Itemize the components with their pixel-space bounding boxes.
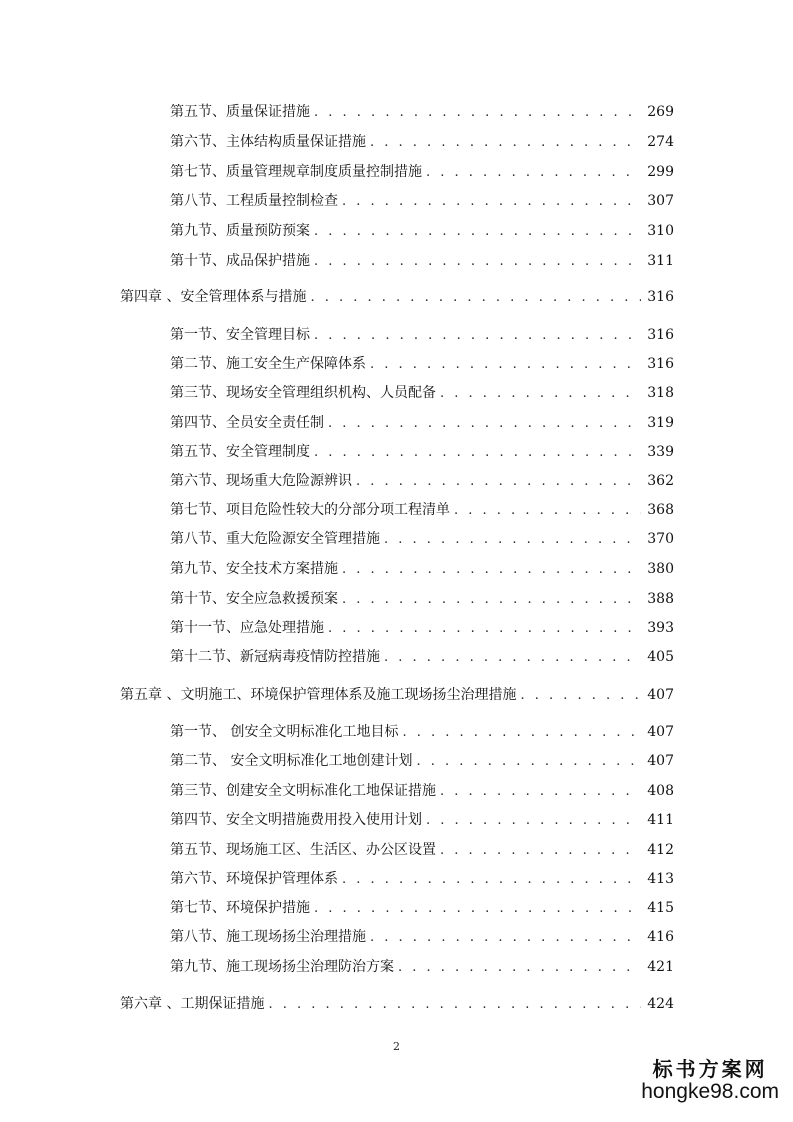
toc-entry[interactable] xyxy=(170,222,674,241)
toc-entry-page: 408 xyxy=(647,783,674,799)
dot-leader xyxy=(370,356,641,374)
toc-entry-label: 第十节、成品保护措施 xyxy=(170,253,310,269)
toc-entry-label: 第六节、现场重大危险源辨识 xyxy=(170,473,352,489)
dot-leader xyxy=(328,620,641,638)
toc-entry-label: 第六节、环境保护管理体系 xyxy=(170,871,338,887)
toc-entry-page: 316 xyxy=(647,327,674,343)
toc-entry-page: 299 xyxy=(647,164,674,180)
toc-entry[interactable] xyxy=(170,133,674,152)
dot-leader xyxy=(402,724,641,742)
dot-leader xyxy=(268,996,641,1014)
dot-leader xyxy=(314,327,641,345)
toc-entry-page: 310 xyxy=(647,223,674,239)
toc-entry-label: 第四节、全员安全责任制 xyxy=(170,415,324,431)
toc-entry-label: 第五节、安全管理制度 xyxy=(170,444,310,460)
toc-entry-label: 第六节、主体结构质量保证措施 xyxy=(170,134,366,150)
toc-entry[interactable] xyxy=(170,560,674,579)
toc-entry-label: 第十节、安全应急救援预案 xyxy=(170,591,338,607)
toc-entry[interactable] xyxy=(170,841,674,860)
toc-entry-page: 319 xyxy=(647,415,674,431)
toc-entry[interactable] xyxy=(170,928,674,947)
toc-entry-page: 274 xyxy=(647,134,674,150)
toc-entry[interactable] xyxy=(170,590,674,609)
dot-leader xyxy=(454,502,641,520)
dot-leader xyxy=(384,649,641,667)
dot-leader xyxy=(398,959,641,977)
toc-entry-label: 第二节、施工安全生产保障体系 xyxy=(170,356,366,372)
toc-entry[interactable] xyxy=(170,811,674,830)
toc-entry[interactable] xyxy=(170,252,674,271)
toc-entry-label: 第十二节、新冠病毒疫情防控措施 xyxy=(170,649,380,665)
toc-entry[interactable] xyxy=(170,414,674,433)
toc-entry-label: 第七节、质量管理规章制度质量控制措施 xyxy=(170,164,422,180)
toc-entry-page: 269 xyxy=(647,104,674,120)
toc-entry-page: 380 xyxy=(647,561,674,577)
toc-chapter-label: 第四章 、安全管理体系与措施 xyxy=(120,289,307,305)
dot-leader xyxy=(440,385,641,403)
toc-entry-label: 第一节、安全管理目标 xyxy=(170,327,310,343)
toc-entry[interactable] xyxy=(170,958,674,977)
toc-entry-page: 411 xyxy=(647,812,674,828)
toc-entry[interactable] xyxy=(170,192,674,211)
toc-entry[interactable] xyxy=(170,443,674,462)
toc-entry[interactable] xyxy=(170,384,674,403)
toc-entry[interactable] xyxy=(170,472,674,491)
page-number: 2 xyxy=(393,1040,400,1053)
toc-entry[interactable] xyxy=(170,501,674,520)
toc-chapter[interactable] xyxy=(120,288,674,307)
dot-leader xyxy=(342,561,641,579)
toc-entry[interactable] xyxy=(170,619,674,638)
toc-entry-label: 第三节、现场安全管理组织机构、人员配备 xyxy=(170,385,436,401)
toc-entry-label: 第三节、创建安全文明标准化工地保证措施 xyxy=(170,783,436,799)
dot-leader xyxy=(314,253,641,271)
dot-leader xyxy=(416,753,641,771)
toc-entry-page: 413 xyxy=(647,871,674,887)
dot-leader xyxy=(314,900,641,918)
toc-entry-label: 第五节、质量保证措施 xyxy=(170,104,310,120)
toc-entry-label: 第九节、质量预防预案 xyxy=(170,223,310,239)
toc-entry-page: 407 xyxy=(647,724,674,740)
toc-chapter[interactable] xyxy=(120,995,674,1014)
toc-entry-label: 第七节、项目危险性较大的分部分项工程清单 xyxy=(170,502,450,518)
watermark-title: 标书方案网 xyxy=(652,1057,768,1081)
dot-leader xyxy=(426,164,641,182)
dot-leader xyxy=(314,223,641,241)
toc-chapter-page: 407 xyxy=(647,687,674,703)
dot-leader xyxy=(342,871,641,889)
toc-entry[interactable] xyxy=(170,355,674,374)
toc-entry-page: 307 xyxy=(647,193,674,209)
toc-entry-page: 407 xyxy=(647,753,674,769)
toc-entry-page: 311 xyxy=(647,253,674,269)
toc-entry-page: 415 xyxy=(647,900,674,916)
toc-chapter-page: 424 xyxy=(647,996,674,1012)
dot-leader xyxy=(314,104,641,122)
toc-chapter-page: 316 xyxy=(647,289,674,305)
toc-entry-label: 第五节、现场施工区、生活区、办公区设置 xyxy=(170,842,436,858)
toc-entry-label: 第四节、安全文明措施费用投入使用计划 xyxy=(170,812,422,828)
toc-entry[interactable] xyxy=(170,782,674,801)
dot-leader xyxy=(356,473,641,491)
toc-entry-label: 第十一节、应急处理措施 xyxy=(170,620,324,636)
toc-entry-label: 第二节、 安全文明标准化工地创建计划 xyxy=(170,753,413,769)
toc-entry-page: 370 xyxy=(647,531,674,547)
watermark-url: hongke98.com xyxy=(641,1080,779,1103)
toc-entry-page: 393 xyxy=(647,620,674,636)
toc-chapter[interactable] xyxy=(120,686,674,705)
dot-leader xyxy=(520,687,641,705)
toc-entry-label: 第九节、安全技术方案措施 xyxy=(170,561,338,577)
toc-entry-page: 318 xyxy=(647,385,674,401)
toc-entry-page: 339 xyxy=(647,444,674,460)
toc-entry[interactable] xyxy=(170,103,674,122)
toc-entry[interactable] xyxy=(170,723,674,742)
dot-leader xyxy=(314,444,641,462)
toc-entry[interactable] xyxy=(170,752,674,771)
toc-entry[interactable] xyxy=(170,648,674,667)
toc-entry-page: 388 xyxy=(647,591,674,607)
toc-entry-label: 第一节、 创安全文明标准化工地目标 xyxy=(170,724,399,740)
toc-entry[interactable] xyxy=(170,870,674,889)
toc-chapter-label: 第五章 、文明施工、环境保护管理体系及施工现场扬尘治理措施 xyxy=(120,687,517,703)
toc-entry-page: 405 xyxy=(647,649,674,665)
toc-entry-page: 362 xyxy=(647,473,674,489)
dot-leader xyxy=(310,289,641,307)
dot-leader xyxy=(370,929,641,947)
toc-entry[interactable] xyxy=(170,530,674,549)
toc-entry-page: 412 xyxy=(647,842,674,858)
watermark xyxy=(641,1053,779,1104)
toc-entry[interactable] xyxy=(170,163,674,182)
toc-entry-page: 416 xyxy=(647,929,674,945)
dot-leader xyxy=(440,842,641,860)
toc-chapter-label: 第六章 、工期保证措施 xyxy=(120,996,265,1012)
dot-leader xyxy=(426,812,641,830)
toc-entry-label: 第七节、环境保护措施 xyxy=(170,900,310,916)
dot-leader xyxy=(440,783,641,801)
toc-entry[interactable] xyxy=(170,899,674,918)
toc-entry-label: 第九节、施工现场扬尘治理防治方案 xyxy=(170,959,394,975)
toc-entry-page: 368 xyxy=(647,502,674,518)
toc-entry-page: 421 xyxy=(647,959,674,975)
dot-leader xyxy=(342,591,641,609)
dot-leader xyxy=(384,531,641,549)
toc-entry[interactable] xyxy=(170,326,674,345)
dot-leader xyxy=(342,193,641,211)
toc-entry-label: 第八节、工程质量控制检查 xyxy=(170,193,338,209)
toc-entry-label: 第八节、施工现场扬尘治理措施 xyxy=(170,929,366,945)
toc-entry-label: 第八节、重大危险源安全管理措施 xyxy=(170,531,380,547)
dot-leader xyxy=(328,415,641,433)
toc-entry-page: 316 xyxy=(647,356,674,372)
dot-leader xyxy=(370,134,641,152)
